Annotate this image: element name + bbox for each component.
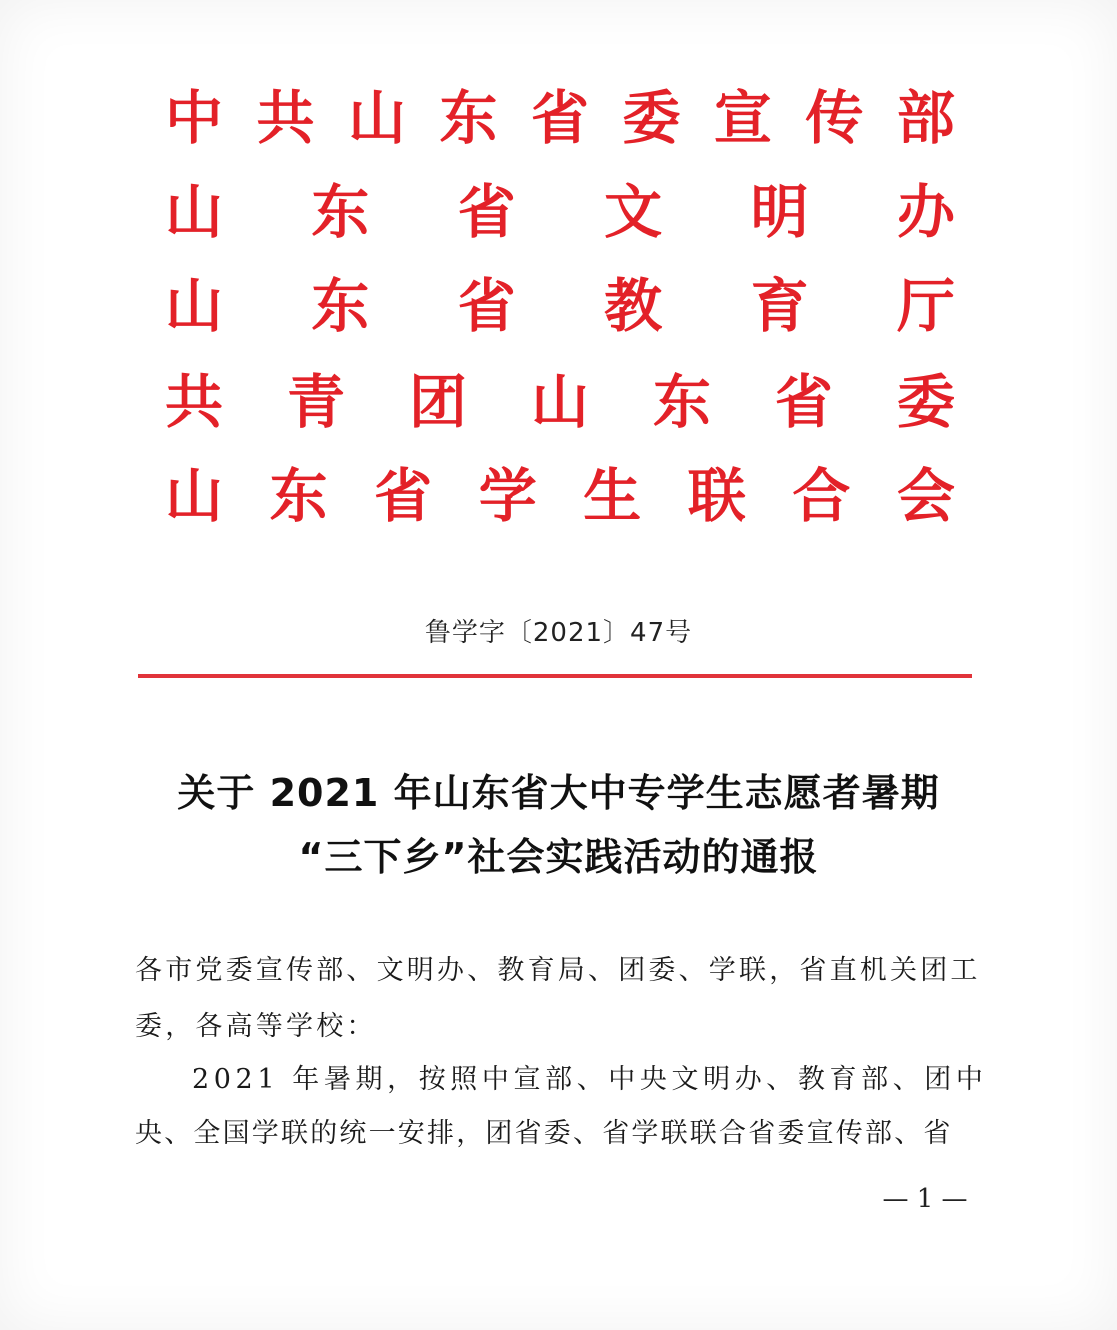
issuer-char: 部 bbox=[896, 84, 955, 152]
issuer-char: 省 bbox=[374, 462, 433, 530]
issuer-char: 山 bbox=[165, 272, 224, 340]
body-paragraph-line-2: 央、全国学联的统一安排，团省委、省学联联合省委宣传部、省 bbox=[135, 1118, 953, 1149]
page-number: — 1 — bbox=[882, 1184, 968, 1214]
issuer-char: 传 bbox=[805, 84, 864, 152]
issuer-char: 办 bbox=[896, 178, 955, 246]
document-title-line-1: 关于 2021 年山东省大中专学生志愿者暑期 bbox=[177, 771, 940, 815]
document-number: 鲁学字〔2021〕47号 bbox=[424, 618, 693, 648]
issuer-char: 委 bbox=[896, 368, 955, 436]
issuer-line-propaganda-dept bbox=[165, 82, 955, 154]
issuer-char: 教 bbox=[604, 272, 663, 340]
issuer-char: 共 bbox=[256, 84, 315, 152]
issuer-char: 青 bbox=[286, 368, 345, 436]
issuer-char: 东 bbox=[269, 462, 328, 530]
issuer-char: 省 bbox=[530, 84, 589, 152]
issuer-char: 山 bbox=[347, 84, 406, 152]
issuer-char: 东 bbox=[311, 178, 370, 246]
issuer-char: 育 bbox=[750, 272, 809, 340]
issuer-char: 东 bbox=[652, 368, 711, 436]
issuer-char: 省 bbox=[457, 272, 516, 340]
issuer-char: 厅 bbox=[896, 272, 955, 340]
issuer-char: 明 bbox=[750, 178, 809, 246]
issuer-char: 省 bbox=[774, 368, 833, 436]
document-title-line-2: “三下乡”社会实践活动的通报 bbox=[298, 835, 819, 879]
red-separator-rule bbox=[138, 674, 972, 678]
issuer-char: 委 bbox=[622, 84, 681, 152]
issuer-char: 东 bbox=[311, 272, 370, 340]
issuer-char: 联 bbox=[687, 462, 746, 530]
issuer-char: 山 bbox=[165, 178, 224, 246]
issuer-char: 宣 bbox=[713, 84, 772, 152]
addressee-line-2: 委，各高等学校： bbox=[135, 1011, 377, 1042]
issuer-char: 合 bbox=[792, 462, 851, 530]
issuer-line-youth-league bbox=[165, 366, 955, 438]
issuer-char: 团 bbox=[408, 368, 467, 436]
issuer-line-education-dept bbox=[165, 270, 955, 342]
body-paragraph-line-1: 2021 年暑期，按照中宣部、中央文明办、教育部、团中 bbox=[192, 1064, 988, 1095]
issuer-char: 省 bbox=[457, 178, 516, 246]
issuer-line-student-federation bbox=[165, 460, 955, 532]
issuer-char: 会 bbox=[896, 462, 955, 530]
issuer-char: 生 bbox=[583, 462, 642, 530]
issuer-line-civilization-office bbox=[165, 176, 955, 248]
issuer-char: 东 bbox=[439, 84, 498, 152]
issuer-char: 学 bbox=[478, 462, 537, 530]
addressee-line-1: 各市党委宣传部、文明办、教育局、团委、学联，省直机关团工 bbox=[135, 955, 981, 986]
issuer-char: 共 bbox=[165, 368, 224, 436]
issuer-char: 文 bbox=[604, 178, 663, 246]
issuer-char: 山 bbox=[165, 462, 224, 530]
issuer-char: 山 bbox=[530, 368, 589, 436]
issuer-char: 中 bbox=[165, 84, 224, 152]
